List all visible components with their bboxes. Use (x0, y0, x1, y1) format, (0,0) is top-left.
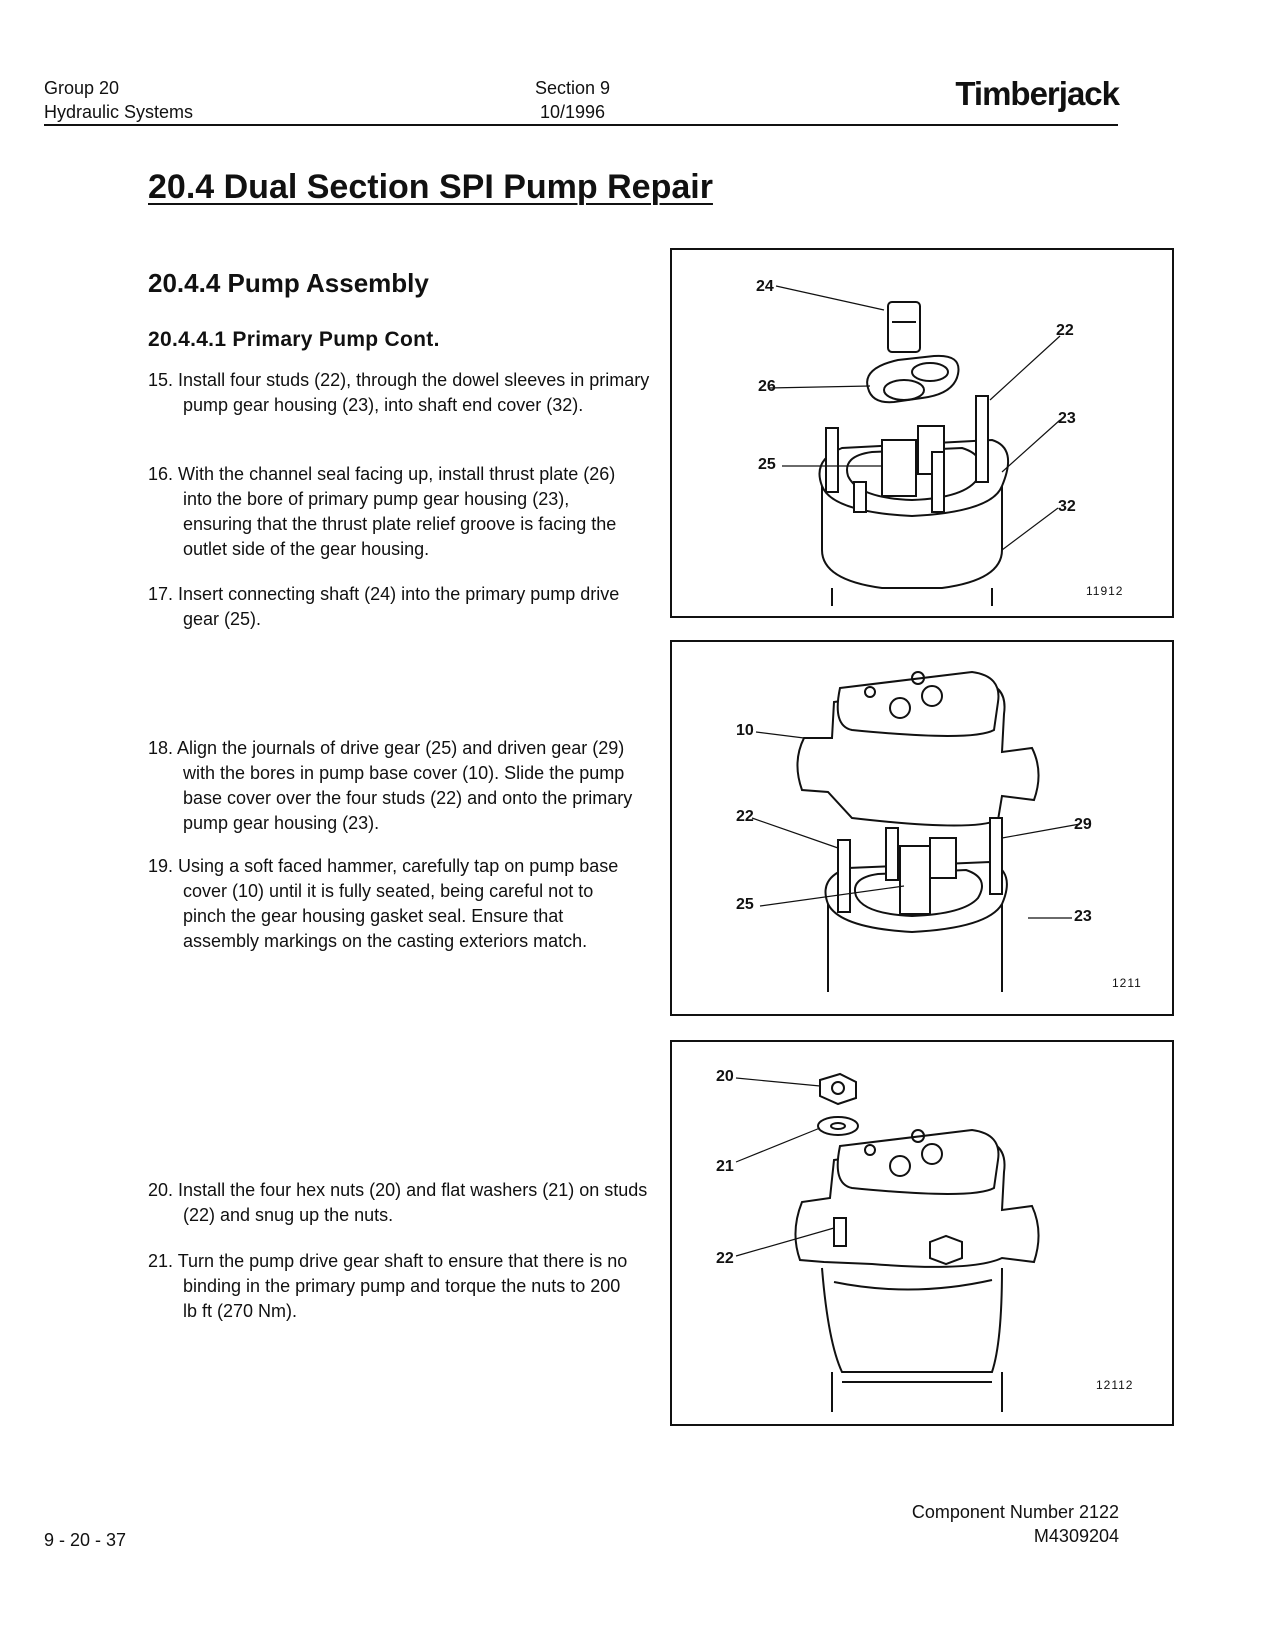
step-number: 19. (148, 856, 174, 876)
callout-23: 23 (1058, 410, 1076, 427)
step-number: 20. (148, 1180, 174, 1200)
footer-right (912, 1500, 1119, 1548)
step-number: 15. (148, 370, 174, 390)
callout-22: 22 (1056, 322, 1074, 339)
step-number: 21. (148, 1251, 174, 1271)
callout-10: 10 (736, 722, 754, 739)
step-number: 17. (148, 584, 174, 604)
step-number: 16. (148, 464, 174, 484)
step-18 (148, 736, 638, 836)
pump-illustration-3 (672, 1042, 1172, 1424)
figure-primary-pump-studs (670, 248, 1174, 618)
step-text: Align the journals of drive gear (25) and driven gear (29) with the bores in pump base cover (10). Slide the pump base cover over the four studs (22) and onto the primary pump gear housing (23). (177, 738, 633, 833)
figure-id: 12112 (1096, 1378, 1134, 1392)
step-text: Turn the pump drive gear shaft to ensure that there is no binding in the primary pump and torque the nuts to 200 lb ft (270 Nm). (177, 1251, 628, 1321)
group-label: Group 20 (44, 78, 120, 98)
figure-hex-nuts (670, 1040, 1174, 1426)
step-text: Install four studs (22), through the dowel sleeves in primary pump gear housing (23), into shaft end cover (32). (178, 370, 650, 415)
step-text: Using a soft faced hammer, carefully tap on pump base cover (10) until it is fully seated, being careful not to pinch the gear housing gasket seal. Ensure that assembly markings on the casting exteriors match. (178, 856, 619, 951)
subsubsection-heading: 20.4.4.1 Primary Pump Cont. (148, 328, 440, 351)
step-text: Insert connecting shaft (24) into the primary pump drive gear (25). (178, 584, 620, 629)
document-number: M4309204 (1033, 1526, 1119, 1546)
date-label: 10/1996 (539, 102, 606, 122)
step-17 (148, 582, 638, 632)
step-20 (148, 1178, 658, 1228)
callout-23: 23 (1074, 908, 1092, 925)
figure-id: 11912 (1086, 584, 1124, 598)
figure-base-cover (670, 640, 1174, 1016)
step-text: With the channel seal facing up, install thrust plate (26) into the bore of primary pump gear housing (23), ensuring that the thrust plate relief groove is facing the outlet side of the gear housing. (178, 464, 617, 559)
step-number: 18. (148, 738, 174, 758)
header-left (44, 76, 193, 124)
pump-illustration-2 (672, 642, 1172, 1014)
section-label: Section 9 (535, 78, 611, 98)
subsection-heading: 20.4.4 Pump Assembly (148, 268, 429, 298)
step-16 (148, 462, 638, 562)
callout-20: 20 (716, 1068, 734, 1085)
callout-24: 24 (756, 278, 774, 295)
callout-32: 32 (1058, 498, 1076, 515)
step-text: Install the four hex nuts (20) and flat washers (21) on studs (22) and snug up the nuts. (178, 1180, 648, 1225)
component-number: Component Number 2122 (911, 1502, 1119, 1522)
callout-22: 22 (716, 1250, 734, 1267)
callout-29: 29 (1074, 816, 1092, 833)
pump-illustration-1 (672, 250, 1172, 616)
header-rule (44, 124, 1118, 126)
step-19 (148, 854, 638, 954)
callout-25: 25 (736, 896, 754, 913)
callout-22: 22 (736, 808, 754, 825)
figure-id: 1211 (1112, 976, 1142, 990)
callout-25: 25 (758, 456, 776, 473)
step-21 (148, 1249, 638, 1324)
system-label: Hydraulic Systems (44, 102, 194, 122)
page-number: 9 - 20 - 37 (44, 1530, 127, 1550)
step-15 (148, 368, 668, 418)
callout-26: 26 (758, 378, 776, 395)
callout-21: 21 (716, 1158, 734, 1175)
header-center (535, 76, 610, 124)
page-title: 20.4 Dual Section SPI Pump Repair (148, 168, 713, 206)
brand-logo: Timberjack (955, 75, 1119, 112)
